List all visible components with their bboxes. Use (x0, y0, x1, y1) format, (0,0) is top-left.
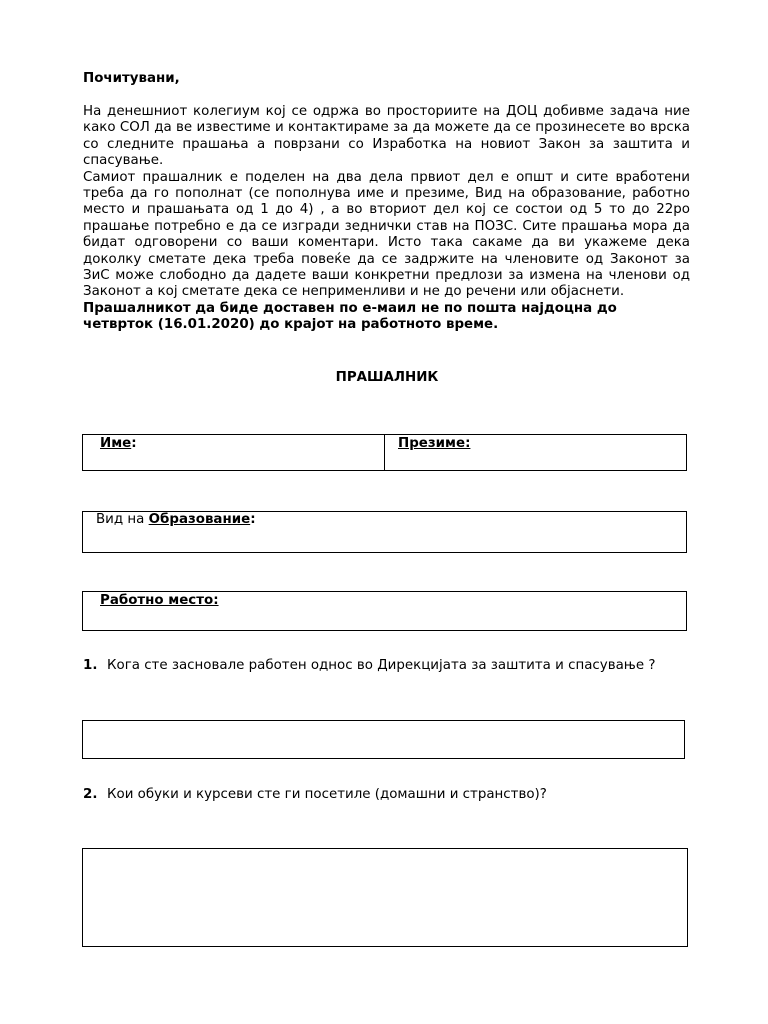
education-colon: : (250, 512, 256, 527)
name-label: Име (100, 436, 132, 451)
job-box[interactable] (82, 591, 687, 631)
name-surname-divider (384, 435, 385, 470)
name-field[interactable] (100, 435, 137, 452)
name-colon: : (131, 436, 137, 451)
question-2 (83, 786, 547, 803)
answer-box-2[interactable] (82, 848, 688, 947)
letter-deadline: Прашалникот да биде доставен по е-маил не по пошта најдоцна до четврток (16.01.2020) до крајот на работното време. (83, 300, 617, 333)
question-2-number: 2. (83, 787, 98, 802)
letter-paragraph-1: На денешниот колегиум кој се одржа во просториите на ДОЦ добивме задача ние како СОЛ да ве известиме и контактираме за да можете да се прозинесете во врска со следните прашања а поврзани со Изработка на новиот Закон за заштита и спасување. (83, 104, 690, 169)
letter-body (83, 104, 690, 334)
letter-greeting: Почитувани, (83, 71, 180, 86)
question-1-text: Кога сте засновале работен однос во Дирекцијата за заштита и спасување ? (107, 658, 656, 673)
job-label: Работно место: (100, 593, 219, 608)
question-1 (83, 657, 655, 674)
education-field-label (96, 511, 256, 528)
education-prefix: Вид на (96, 512, 149, 527)
name-surname-box (82, 434, 687, 471)
answer-box-1[interactable] (82, 720, 685, 759)
education-box[interactable] (82, 511, 687, 553)
questionnaire-title: ПРАШАЛНИК (335, 370, 439, 385)
letter-paragraph-2: Самиот прашалник е поделен на два дела првиот дел е општ и сите вработени треба да го пополнат (се пополнува име и презиме, Вид на образование, работно место и прашањата од 1 до 4) , а во вториот дел кој се состои од 5 то до 22ро прашање потребно е да се изгради зеднички став на ПОЗС. Сите прашања мора да бидат одговорени со ваши коментари. Исто така сакаме да ви укажеме дека доколку сметате дека треба повеќе да се задржите на членовите од Законот за ЗиС може слободно да дадете ваши конкретни предлози за измена на членови од Законот а кој сметате дека се неприменливи и не до речени или објаснети. (83, 169, 690, 300)
question-2-text: Кои обуки и курсеви сте ги посетиле (домашни и странство)? (107, 787, 547, 802)
education-label: Образование (148, 512, 251, 527)
question-1-number: 1. (83, 658, 98, 673)
surname-field[interactable]: Презиме: (398, 436, 471, 451)
